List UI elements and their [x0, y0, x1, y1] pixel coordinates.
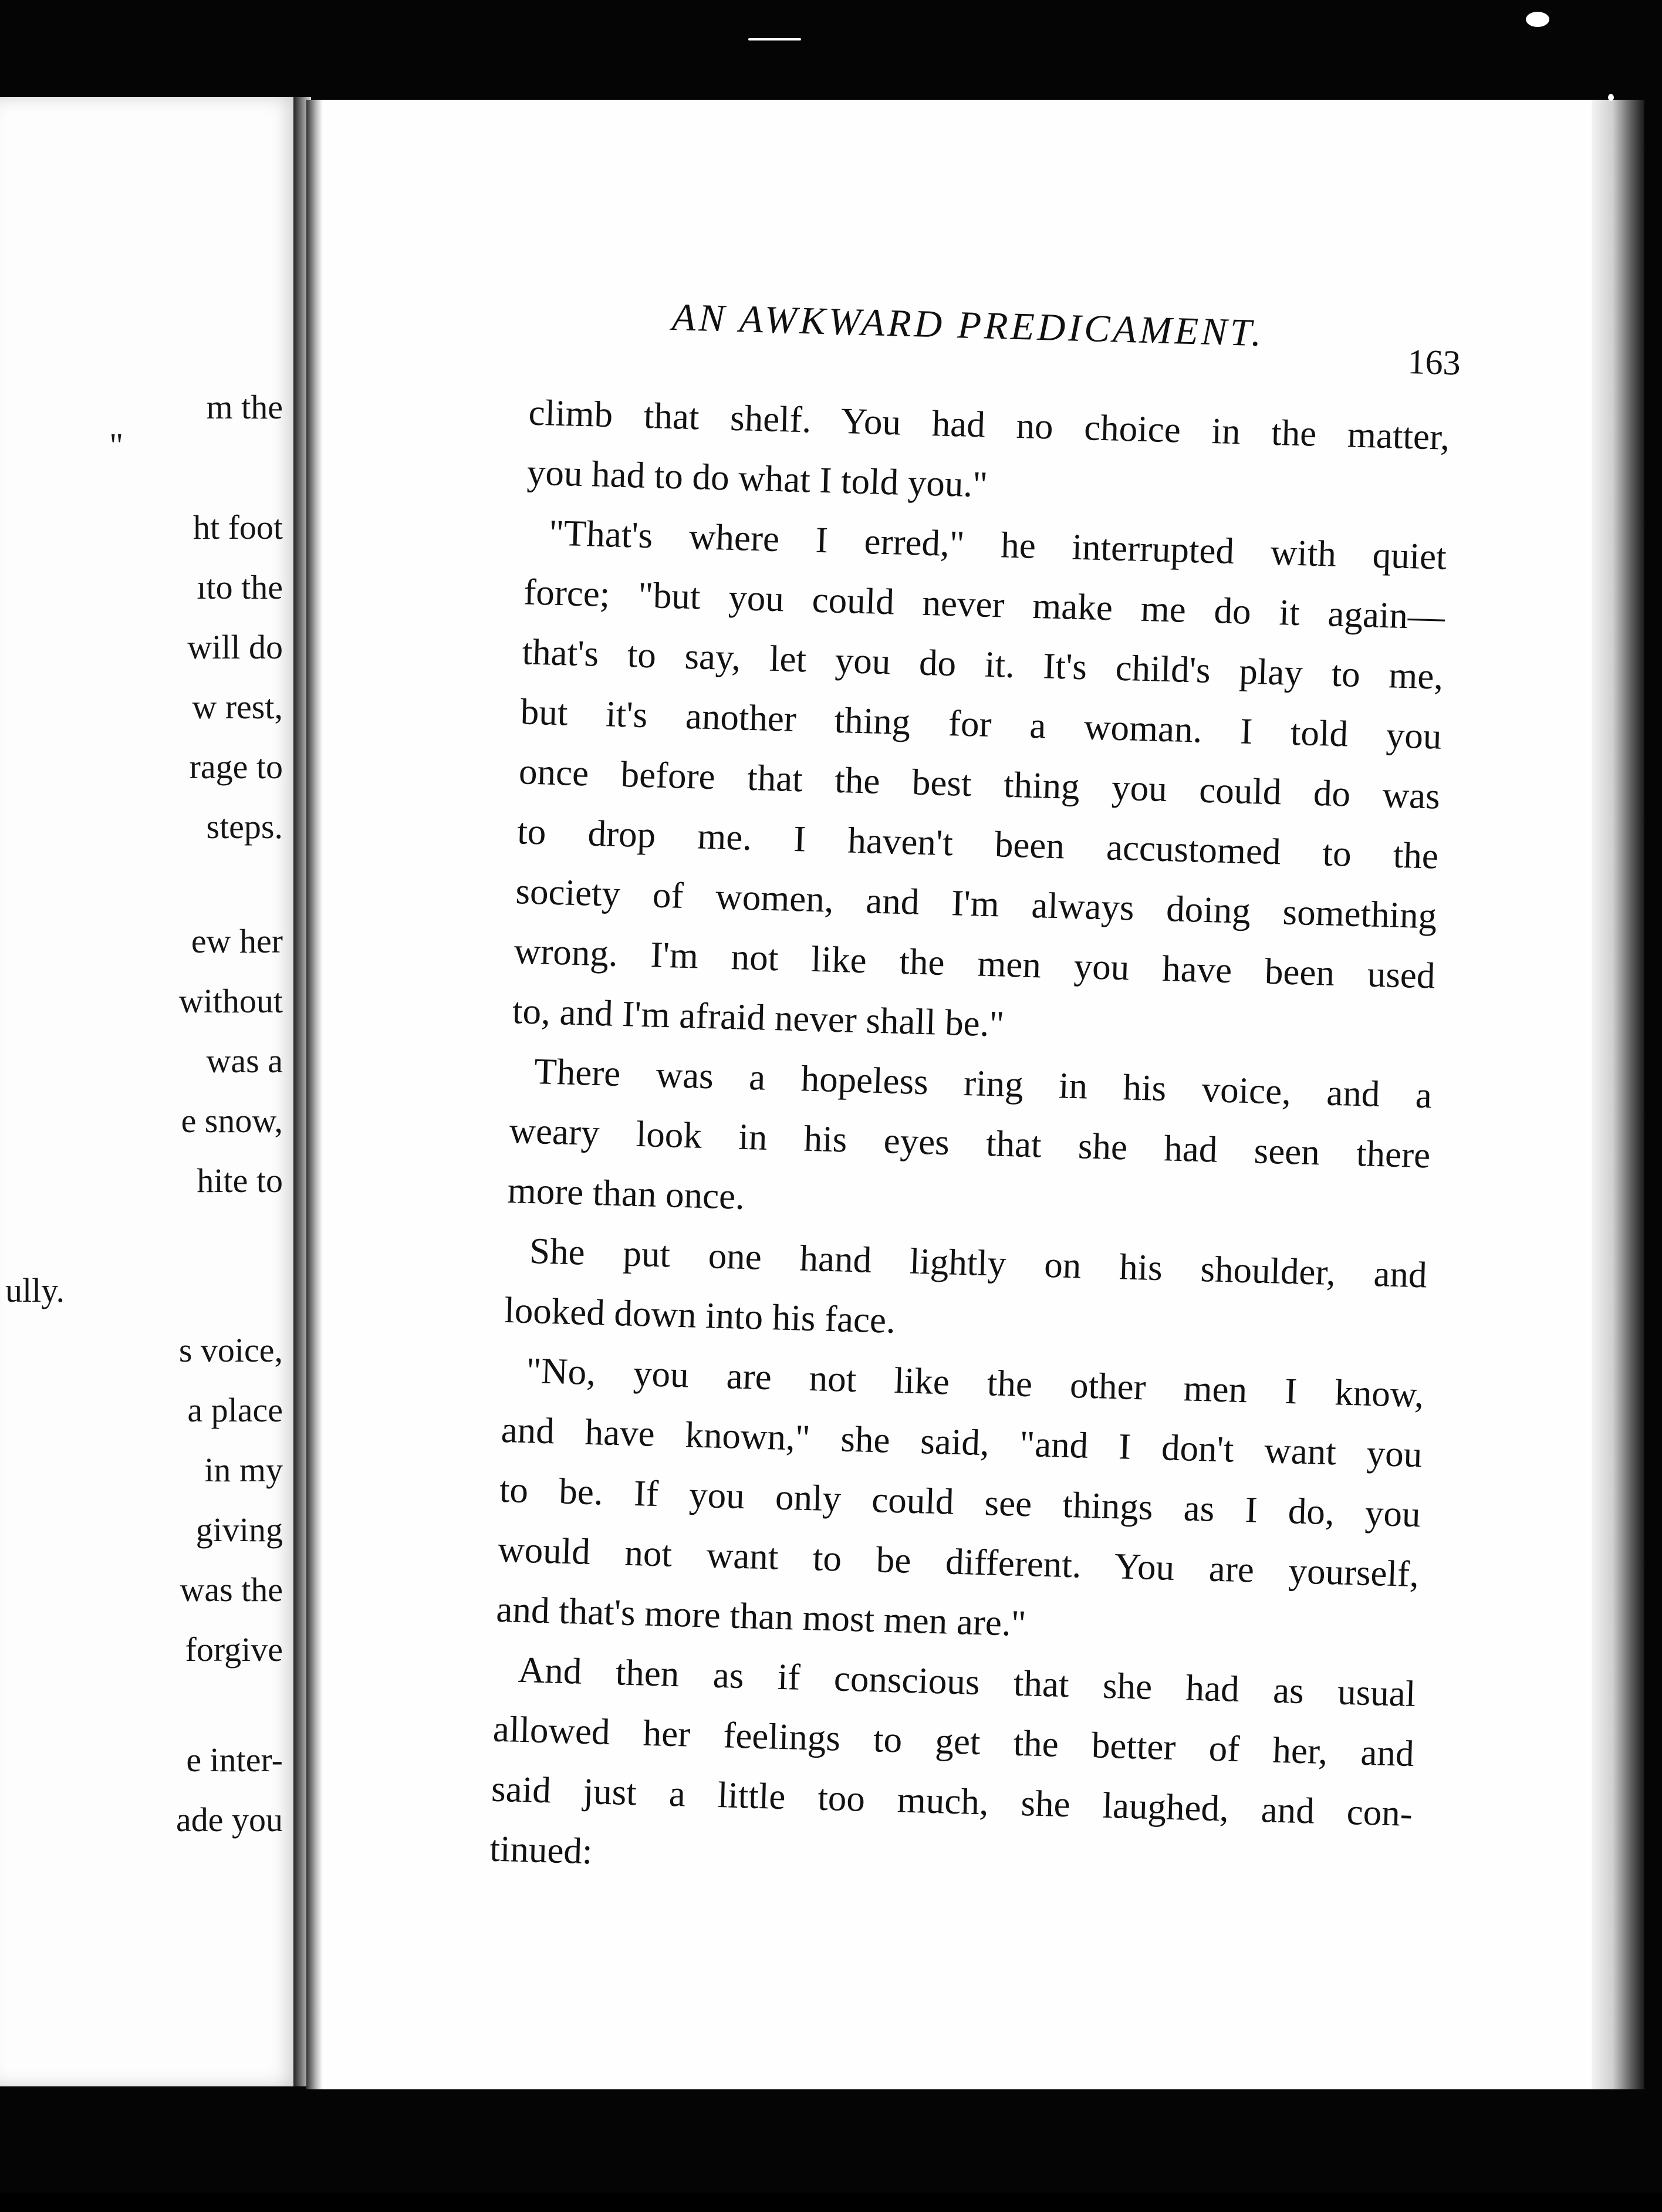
body-line: to be. If you only could see things as I do, you [499, 1468, 1421, 1535]
body-line: once before that the best thing you could do was [518, 751, 1441, 817]
body-line: that's to say, let you do it. It's child's play to me, [521, 631, 1444, 697]
body-line: looked down into his face. [504, 1289, 896, 1341]
left-page-line: in my [204, 1451, 283, 1489]
left-page-line: ade you [176, 1801, 283, 1839]
body-line: to, and I'm afraid never shall be." [512, 990, 1005, 1045]
body-line: "That's where I erred," he interrupted with quiet [548, 512, 1447, 578]
left-page-line: was the [180, 1571, 283, 1609]
body-line: force; "but you could never make me do it again— [523, 571, 1445, 637]
body-line: She put one hand lightly on his shoulder, and [529, 1230, 1428, 1296]
body-line: society of women, and I'm always doing something [515, 870, 1438, 937]
body-line: more than once. [506, 1170, 745, 1217]
body-line: There was a hopeless ring in his voice, and a [533, 1051, 1433, 1116]
left-page-line: ew her [191, 922, 283, 960]
body-line: And then as if conscious that she had as usual [517, 1649, 1417, 1715]
left-page-line: forgive [185, 1630, 283, 1669]
body-line: tinued: [489, 1828, 593, 1872]
body-line: and have known," she said, "and I don't want you [500, 1409, 1423, 1475]
dust-speck [1526, 12, 1549, 27]
left-page-line: s voice, [178, 1331, 283, 1369]
body-line: you had to do what I told you." [526, 451, 988, 505]
body-line: weary look in his eyes that she had seen there [508, 1110, 1431, 1176]
left-page-line: will do [187, 628, 283, 666]
left-page-line: hite to [197, 1161, 283, 1200]
running-title: AN AWKWARD PREDICAMENT. [671, 296, 1265, 355]
left-page-line: steps. [206, 808, 283, 846]
body-line: said just a little too much, she laughed, and con- [491, 1768, 1413, 1835]
left-page-line: was a [206, 1042, 283, 1080]
left-page-line: giving [195, 1511, 283, 1549]
body-line: climb that shelf. You had no choice in the matter, [528, 391, 1451, 458]
left-page-line: w rest, [192, 688, 283, 726]
left-page-line: ht foot [192, 508, 283, 546]
body-line: and that's more than most men are." [495, 1588, 1027, 1644]
dust-speck [748, 38, 801, 40]
page-number: 163 [1407, 342, 1461, 383]
left-page-line: rage to [189, 748, 283, 786]
left-page-line: ıto the [197, 568, 283, 606]
left-page-line: " [109, 426, 123, 464]
left-page-line: a place [187, 1391, 283, 1429]
body-line: but it's another thing for a woman. I told you [520, 691, 1443, 757]
left-page-line: e inter- [186, 1741, 283, 1779]
body-line: "No, you are not like the other men I know, [525, 1349, 1425, 1416]
body-line: allowed her feelings to get the better of her, and [492, 1708, 1415, 1775]
left-page-line: ully. [5, 1271, 65, 1309]
body-line: to drop me. I haven't been accustomed to the [516, 810, 1439, 877]
body-line: wrong. I'm not like the men you have been used [514, 930, 1436, 997]
left-page-line: m the [206, 388, 283, 426]
left-page-line: without [178, 982, 283, 1020]
dust-speck [1608, 94, 1614, 101]
body-line: would not want to be different. You are yourself, [497, 1528, 1420, 1595]
left-page-line: e snow, [181, 1102, 283, 1140]
